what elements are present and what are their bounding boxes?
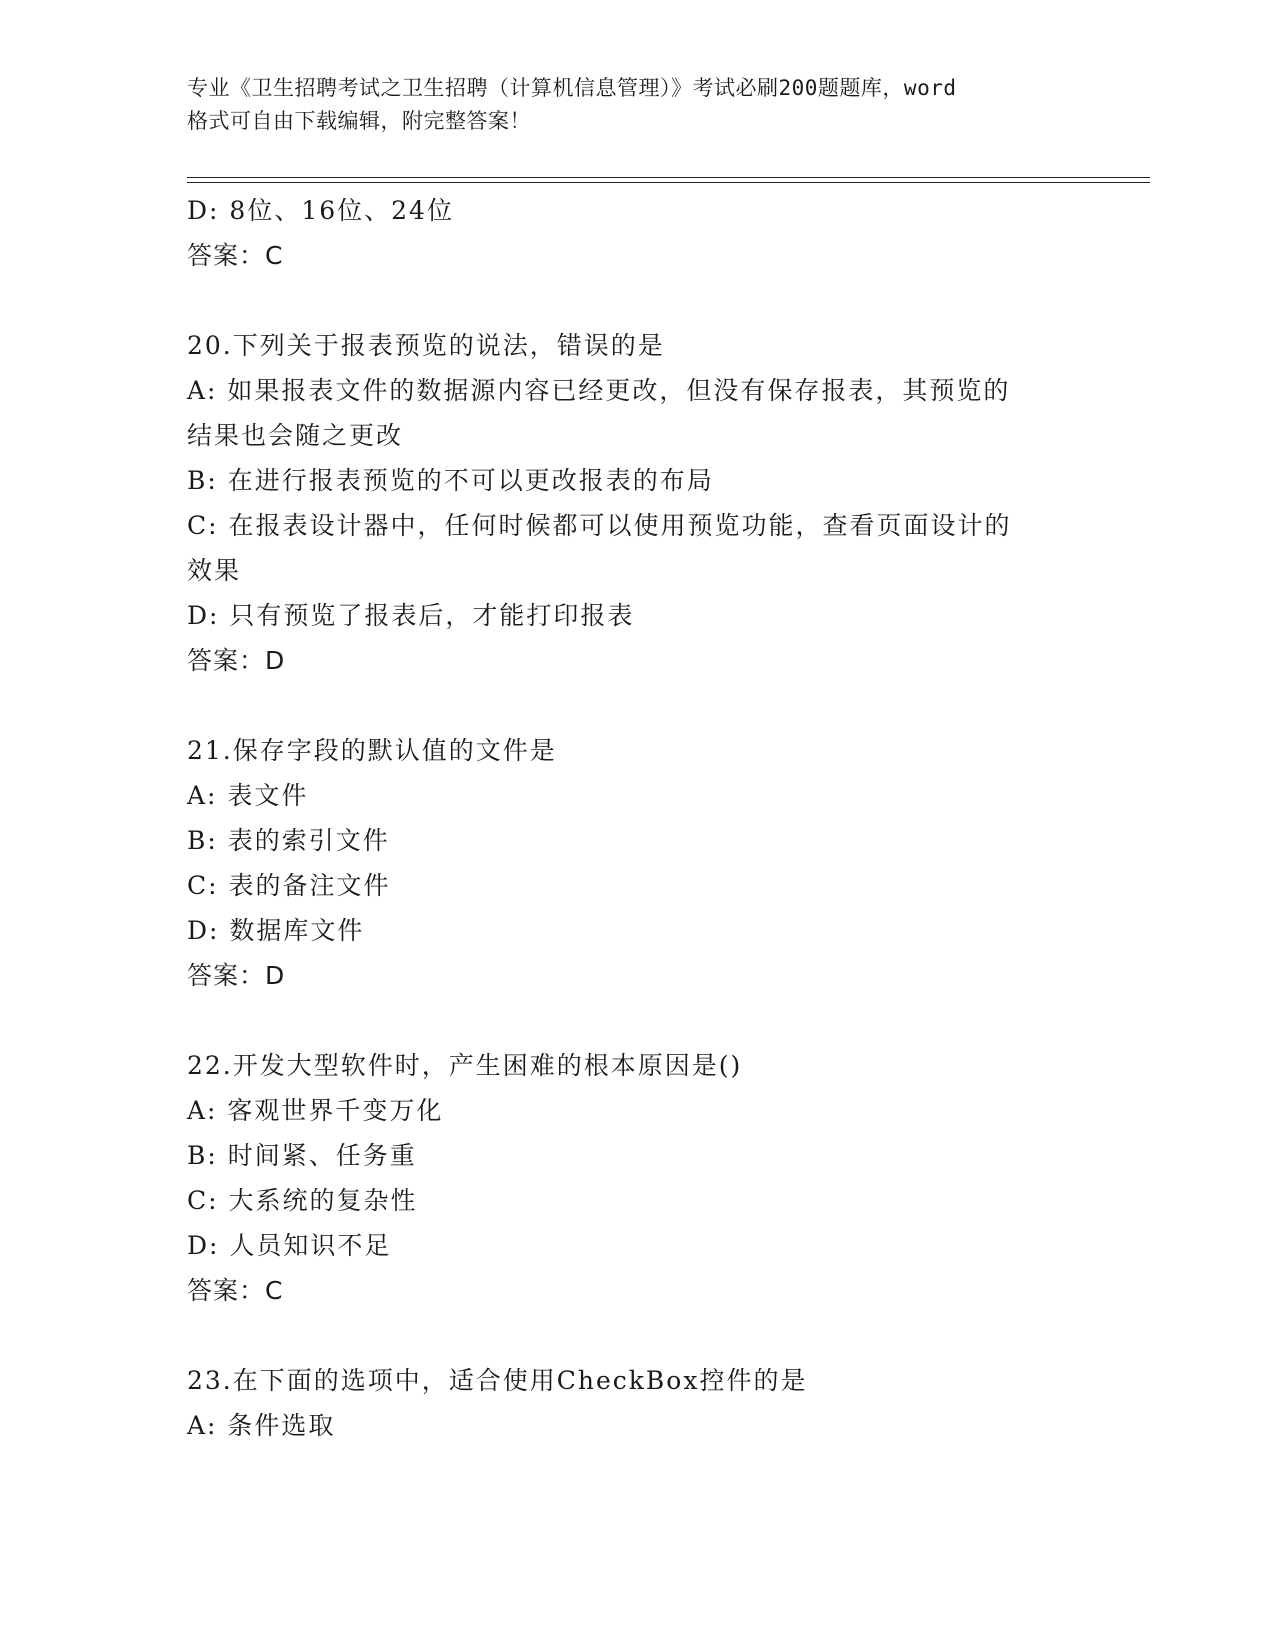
question-stem: 22.开发大型软件时，产生困难的根本原因是() bbox=[187, 1051, 743, 1080]
block-spacer bbox=[187, 278, 1147, 323]
question-line: A: 如果报表文件的数据源内容已经更改，但没有保存报表，其预览的 bbox=[187, 376, 1011, 405]
answer-line: 答案：D bbox=[187, 961, 286, 990]
question-line: B: 表的索引文件 bbox=[187, 826, 390, 855]
block-spacer bbox=[187, 1313, 1147, 1358]
question-block bbox=[187, 1043, 1147, 1313]
question-block bbox=[187, 728, 1147, 998]
question-line: D: 人员知识不足 bbox=[187, 1231, 392, 1260]
answer-line: 答案：C bbox=[187, 1276, 284, 1305]
question-line: C: 大系统的复杂性 bbox=[187, 1186, 418, 1215]
question-line: B: 在进行报表预览的不可以更改报表的布局 bbox=[187, 466, 714, 495]
document-header bbox=[187, 72, 1087, 138]
question-line: C: 表的备注文件 bbox=[187, 871, 391, 900]
question-line: B: 时间紧、任务重 bbox=[187, 1141, 417, 1170]
question-line: C: 在报表设计器中，任何时候都可以使用预览功能，查看页面设计的 bbox=[187, 511, 1012, 540]
question-line: D: 数据库文件 bbox=[187, 916, 365, 945]
question-line: A: 条件选取 bbox=[187, 1411, 336, 1440]
question-stem: 23.在下面的选项中，适合使用CheckBox控件的是 bbox=[187, 1366, 808, 1395]
question-line: A: 客观世界千变万化 bbox=[187, 1096, 444, 1125]
question-block bbox=[187, 323, 1147, 683]
block-spacer bbox=[187, 683, 1147, 728]
question-line: 结果也会随之更改 bbox=[187, 421, 404, 450]
answer-line: 答案：C bbox=[187, 241, 284, 270]
question-stem: 21.保存字段的默认值的文件是 bbox=[187, 736, 557, 765]
question-line: D: 只有预览了报表后，才能打印报表 bbox=[187, 601, 635, 630]
question-block bbox=[187, 1358, 1147, 1448]
question-stem: 20.下列关于报表预览的说法，错误的是 bbox=[187, 331, 665, 360]
question-line: 效果 bbox=[187, 556, 242, 585]
question-list bbox=[187, 188, 1147, 1448]
question-block bbox=[187, 188, 1147, 278]
header-divider bbox=[187, 177, 1150, 184]
block-spacer bbox=[187, 998, 1147, 1043]
header-line-1: 专业《卫生招聘考试之卫生招聘（计算机信息管理）》考试必刷200题题库，word bbox=[187, 76, 957, 100]
question-line: D: 8位、16位、24位 bbox=[187, 196, 454, 225]
header-line-2: 格式可自由下载编辑，附完整答案！ bbox=[187, 109, 531, 133]
answer-line: 答案：D bbox=[187, 646, 286, 675]
question-line: A: 表文件 bbox=[187, 781, 309, 810]
